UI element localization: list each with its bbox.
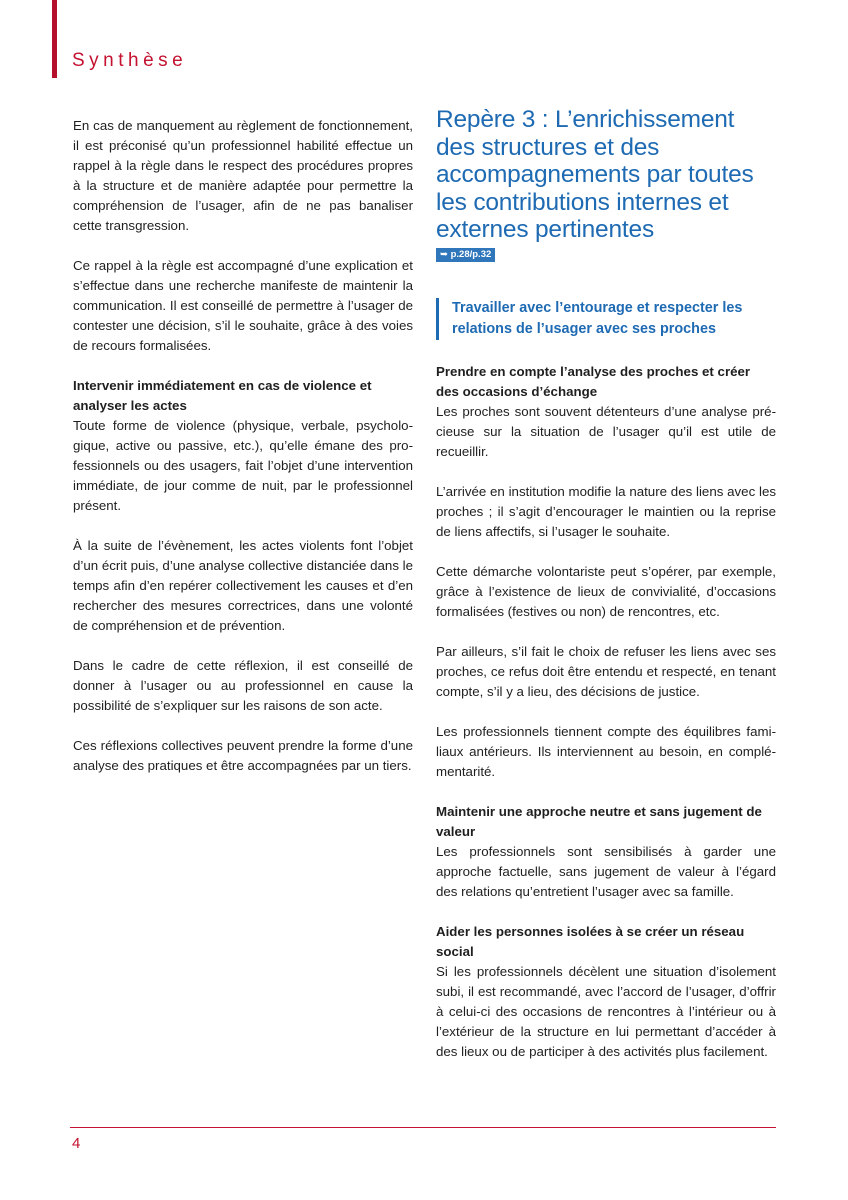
subheading: Intervenir immédiatement en cas de violence et analyser les actes bbox=[73, 378, 372, 413]
section-subheading: Travailler avec l’entourage et respecter les relations de l’usager avec ses proches bbox=[436, 298, 776, 340]
paragraph: En cas de manquement au règlement de fonctionnement, il est préconisé qu’un professionnel habilité effectue un rappel à la règle dans le respect des procédures propres à la structure et de manière adaptée pour permettre la compréhension de l’usager, afin de ne pas banaliser cette transgression. bbox=[73, 118, 413, 233]
footer-rule bbox=[70, 1127, 776, 1128]
paragraph: Ce rappel à la règle est accompagné d’une explication et s’effectue dans une recherche manifeste de maintenir la communication. Il est conseillé de permettre à l’usager de contester une décision, s’il le souhaite, grâce à des voies de recours formalisées. bbox=[73, 258, 413, 353]
paragraph: Toute forme de violence (physique, verbale, psychologique, active ou passive, etc.), qu’elle émane des professionnels ou des usagers, fait l’objet d’une intervention immédiate, de jour comme de nuit, par le professionnel présent. bbox=[73, 418, 413, 513]
paragraph: Les proches sont souvent détenteurs d’une analyse précieuse sur la situation de l’usager qu’il est utile de recueillir. bbox=[436, 403, 776, 459]
left-column bbox=[73, 116, 413, 796]
paragraph: Si les professionnels décèlent une situation d’isolement subi, il est recommandé, avec l’accord de l’usager, d’offrir à celui-ci des occasions de rencontres à l’intérieur ou à l’extérieur de la structure en lui permettant d’accéder à des lieux ou de participer à des activités plus facilement. bbox=[436, 963, 776, 1059]
right-column bbox=[436, 106, 776, 1082]
paragraph: Cette démarche volontariste peut s’opérer, par exemple, grâce à l’existence de lieux de convivialité, d’occasions formalisées (festives ou non) de rencontres, etc. bbox=[436, 563, 776, 619]
paragraph: Les professionnels sont sensibilisés à garder une approche factuelle, sans jugement de valeur à l’égard des relations qu’entretient l’usager avec sa famille. bbox=[436, 843, 776, 899]
subheading: Maintenir une approche neutre et sans jugement de valeur bbox=[436, 803, 762, 839]
page-number: 4 bbox=[72, 1135, 81, 1152]
paragraph: L’arrivée en institution modifie la nature des liens avec les proches ; il s’agit d’encourager le maintien ou la reprise de liens affectifs, si l’usager le souhaite. bbox=[436, 483, 776, 539]
section-label: Synthèse bbox=[72, 50, 188, 71]
paragraph: Dans le cadre de cette réflexion, il est conseillé de donner à l’usager ou au professionnel en cause la possibilité de s’expliquer sur les raisons de son acte. bbox=[73, 658, 413, 713]
page-reference-badge: ➥ p.28/p.32 bbox=[436, 248, 495, 262]
paragraph: Par ailleurs, s’il fait le choix de refuser les liens avec ses proches, ce refus doit être entendu et respecté, en tenant compte, s’il y a lieu, des décisions de justice. bbox=[436, 643, 776, 699]
section-marker-bar bbox=[52, 0, 57, 78]
subheading: Aider les personnes isolées à se créer un réseau social bbox=[436, 923, 745, 959]
subheading: Prendre en compte l’analyse des proches et créer des occasions d’échange bbox=[436, 363, 751, 399]
repere-title: Repère 3 : L’enrichissement des structures et des accompagnements par toutes les contributions internes et externes pertinentes bbox=[436, 106, 754, 243]
paragraph: À la suite de l’évènement, les actes violents font l’objet d’un écrit puis, d’une analyse collective distanciée dans le temps afin d’en repérer collectivement les causes et d’en rechercher des mesures correctrices, dans une volonté de compréhension et de prévention. bbox=[73, 538, 414, 633]
paragraph: Les professionnels tiennent compte des équilibres familiaux antérieurs. Ils interviennent au besoin, en complémentarité. bbox=[436, 723, 776, 779]
paragraph: Ces réflexions collectives peuvent prendre la forme d’une analyse des pratiques et être accompagnées par un tiers. bbox=[73, 738, 413, 773]
